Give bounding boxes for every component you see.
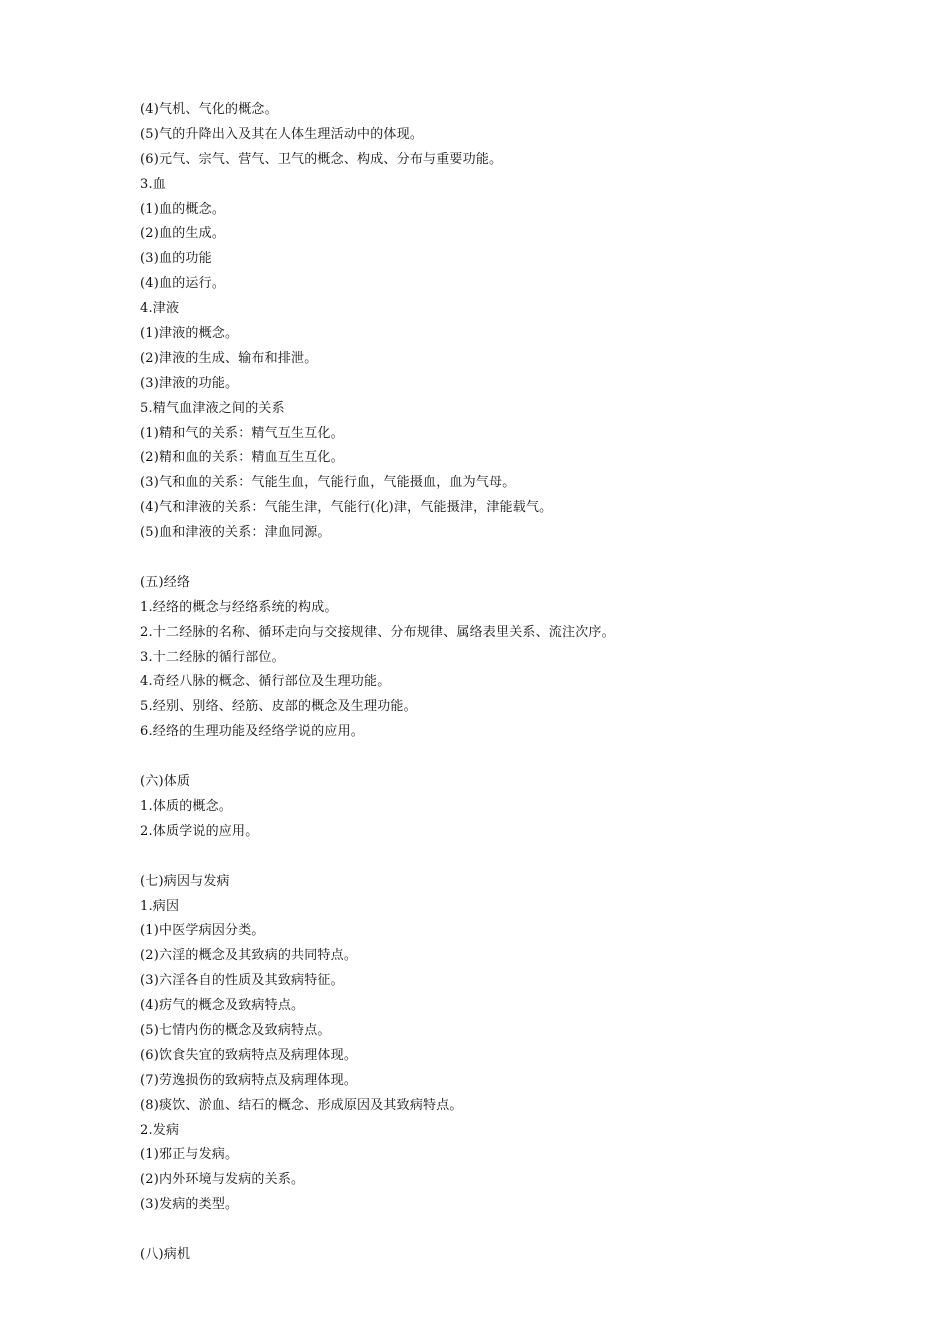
text-line: (2)精和血的关系：精血互生互化。 <box>140 450 344 466</box>
text-line: (2)津液的生成、输布和排泄。 <box>140 350 318 366</box>
section-heading: (八)病机 <box>140 1246 191 1262</box>
blank-line <box>140 546 920 571</box>
subsection-heading: 5.精气血津液之间的关系 <box>140 400 285 416</box>
text-line: 1.经络的概念与经络系统的构成。 <box>140 599 338 615</box>
section-heading: (七)病因与发病 <box>140 873 230 889</box>
text-line: 3.十二经脉的循行部位。 <box>140 649 285 665</box>
text-line: (2)内外环境与发病的关系。 <box>140 1172 305 1188</box>
subsection-heading: 4.津液 <box>140 301 180 317</box>
text-line: (2)血的生成。 <box>140 226 226 242</box>
text-line: (3)血的功能 <box>140 251 212 267</box>
section-heading: (六)体质 <box>140 774 191 790</box>
text-line: (7)劳逸损伤的致病特点及病理体现。 <box>140 1072 358 1088</box>
blank-line <box>140 845 920 870</box>
text-line: (1)血的概念。 <box>140 201 226 217</box>
text-line: (6)饮食失宜的致病特点及病理体现。 <box>140 1047 358 1063</box>
text-line: 2.体质学说的应用。 <box>140 823 259 839</box>
blank-line <box>140 1218 920 1243</box>
text-line: (8)痰饮、淤血、结石的概念、形成原因及其致病特点。 <box>140 1097 463 1113</box>
text-line: (5)血和津液的关系：津血同源。 <box>140 525 331 541</box>
text-line: (4)血的运行。 <box>140 276 226 292</box>
text-line: 1.体质的概念。 <box>140 798 233 814</box>
blank-line <box>140 745 920 770</box>
text-line: (3)发病的类型。 <box>140 1197 239 1213</box>
text-line: (4)气和津液的关系：气能生津，气能行(化)津，气能摄津，津能载气。 <box>140 500 553 516</box>
text-line: (1)中医学病因分类。 <box>140 923 265 939</box>
text-line: (3)气和血的关系：气能生血，气能行血，气能摄血，血为气母。 <box>140 475 516 491</box>
document-body <box>140 98 920 1268</box>
text-line: (4)气机、气化的概念。 <box>140 102 278 117</box>
subsection-heading: 1.病因 <box>140 898 180 914</box>
text-line: (2)六淫的概念及其致病的共同特点。 <box>140 948 358 964</box>
text-line: (3)六淫各自的性质及其致病特征。 <box>140 973 344 989</box>
text-line: (5)气的升降出入及其在人体生理活动中的体现。 <box>140 126 424 142</box>
section-heading: (五)经络 <box>140 574 191 590</box>
subsection-heading: 3.血 <box>140 176 167 192</box>
text-line: (5)七情内伤的概念及致病特点。 <box>140 1022 331 1038</box>
text-line: (4)疠气的概念及致病特点。 <box>140 998 305 1014</box>
text-line: (1)邪正与发病。 <box>140 1147 239 1163</box>
text-line: 2.十二经脉的名称、循环走向与交接规律、分布规律、属络表里关系、流注次序。 <box>140 624 615 640</box>
text-line: 4.奇经八脉的概念、循行部位及生理功能。 <box>140 674 391 690</box>
text-line: (1)津液的概念。 <box>140 326 239 342</box>
text-line: (3)津液的功能。 <box>140 375 239 391</box>
text-line: 6.经络的生理功能及经络学说的应用。 <box>140 724 365 740</box>
text-line: (1)精和气的关系：精气互生互化。 <box>140 425 344 441</box>
subsection-heading: 2.发病 <box>140 1122 180 1138</box>
text-line: (6)元气、宗气、营气、卫气的概念、构成、分布与重要功能。 <box>140 151 503 167</box>
text-line: 5.经别、别络、经筋、皮部的概念及生理功能。 <box>140 699 417 715</box>
